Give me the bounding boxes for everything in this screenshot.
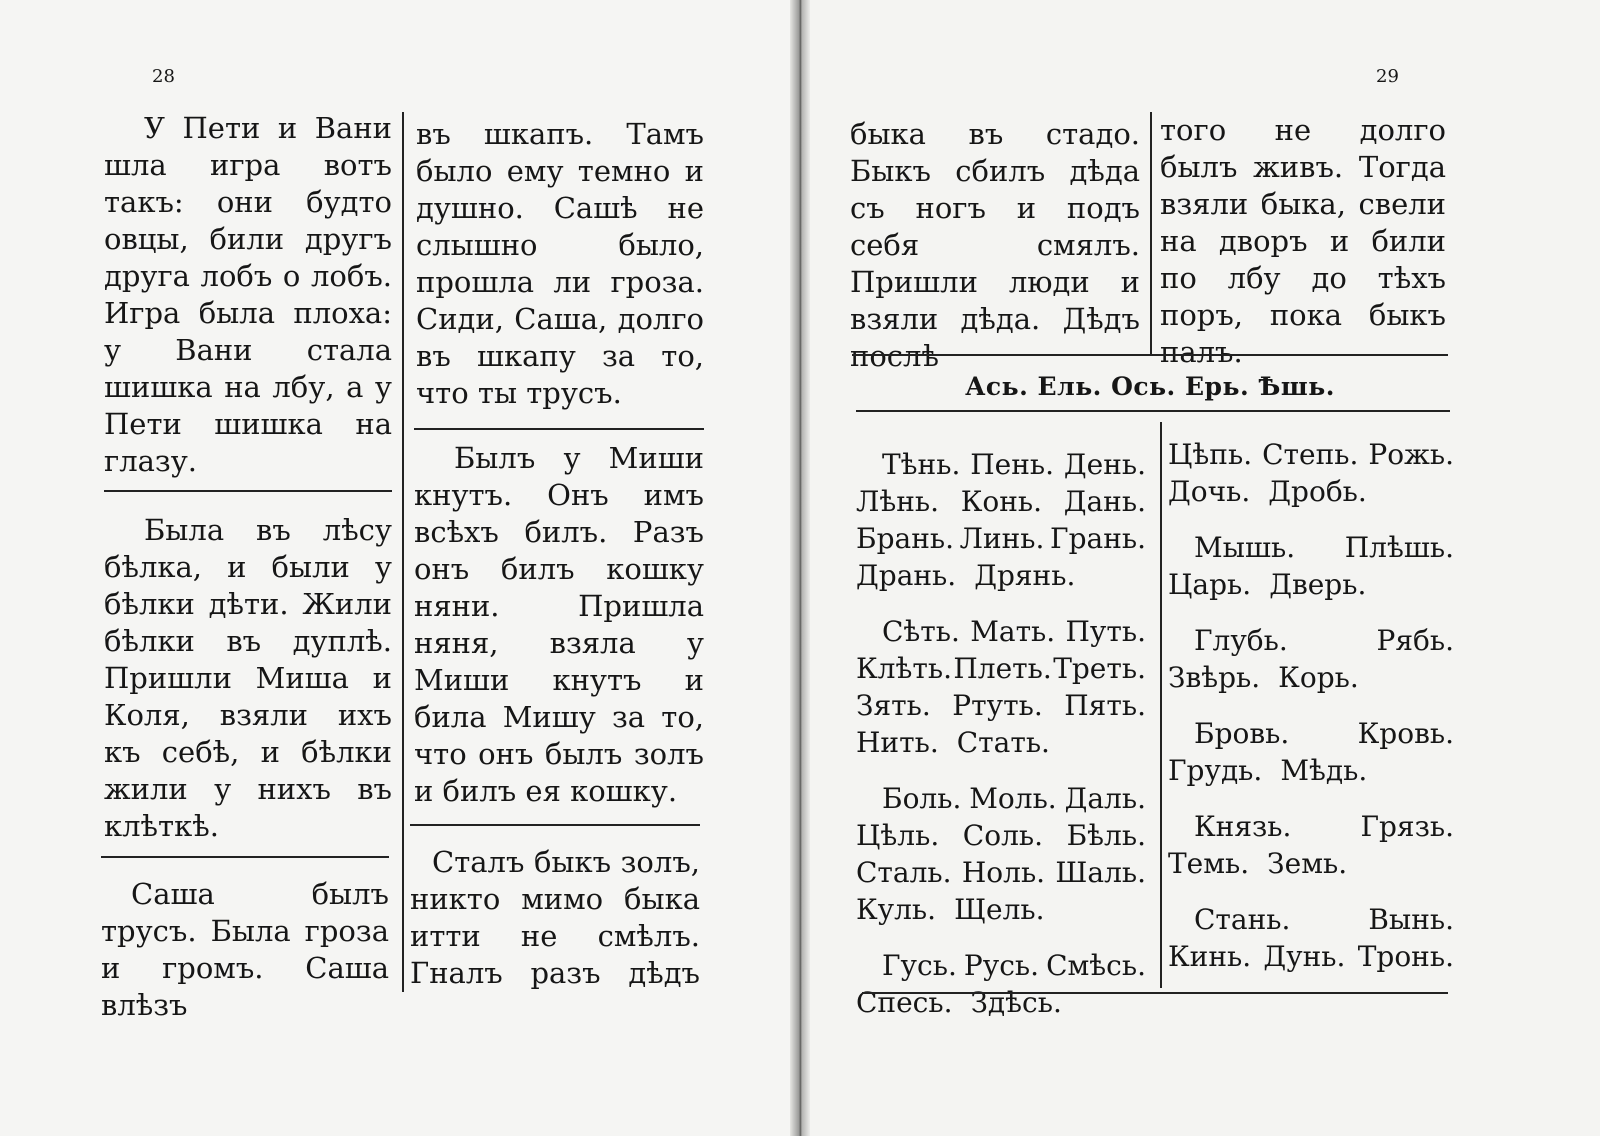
word-line — [856, 520, 1146, 557]
word: Брань. — [856, 522, 954, 555]
word-line — [856, 984, 1146, 1021]
word-group — [856, 613, 1146, 761]
paragraph-angry-bull: Сталъ быкъ золъ, никто мимо быка итти не смѣлъ. Гналъ разъ дѣдъ — [410, 845, 700, 990]
divider — [104, 490, 392, 492]
word: Дань. — [1063, 485, 1146, 518]
word: Кинь. — [1168, 940, 1252, 973]
word-line — [1168, 436, 1454, 473]
word-line — [856, 557, 1146, 594]
word: Пень. — [970, 448, 1055, 481]
left-page-column-1-block-3 — [101, 876, 389, 1024]
word: Смѣсь. — [1046, 949, 1146, 982]
word-line — [856, 780, 1146, 817]
word-line — [1168, 938, 1454, 975]
word: Корь. — [1278, 661, 1359, 694]
column-separator — [1150, 112, 1152, 356]
word: Соль. — [962, 819, 1044, 852]
divider — [101, 856, 389, 858]
word-line — [856, 854, 1146, 891]
divider — [862, 992, 1448, 994]
word: Дрянь. — [974, 559, 1076, 592]
word: Вынь. — [1368, 903, 1454, 936]
word-group — [1168, 715, 1454, 789]
word: Тѣнь. — [882, 448, 961, 481]
word: Щель. — [954, 893, 1045, 926]
word: Ноль. — [961, 856, 1046, 889]
word-line — [856, 891, 1146, 928]
word-line — [856, 724, 1146, 761]
word-line — [1168, 473, 1454, 510]
divider — [414, 428, 704, 430]
word: Даль. — [1064, 782, 1146, 815]
word: Грань. — [1050, 522, 1146, 555]
word-line — [856, 483, 1146, 520]
word-group — [856, 947, 1146, 1021]
word: Зять. — [856, 689, 931, 722]
word: Гусь. — [882, 949, 957, 982]
word-group — [1168, 622, 1454, 696]
word-line — [1168, 808, 1454, 845]
word: Сѣть. — [882, 615, 960, 648]
word: Бѣль. — [1066, 819, 1146, 852]
word-group — [1168, 901, 1454, 975]
word-line — [856, 947, 1146, 984]
paragraph-bull-end: того не долго былъ живъ. Тогда взяли быка, свели на дворъ и били по лбу до тѣхъ поръ, пока быкъ палъ. — [1160, 113, 1446, 369]
word: Рожь. — [1368, 438, 1454, 471]
word: Клѣть. — [856, 652, 952, 685]
word-group — [1168, 436, 1454, 510]
word: Цѣпь. — [1168, 438, 1253, 471]
word-line — [856, 650, 1146, 687]
left-page-column-2-block-2 — [414, 440, 704, 810]
left-page-column-2 — [416, 116, 704, 412]
left-page-column-1 — [104, 110, 392, 480]
paragraph-squirrel: Была въ лѣсу бѣлка, и были у бѣлки дѣти. Жили бѣлки въ дуплѣ. Пришли Миша и Коля, взяли ихъ къ себѣ, и бѣлки жили у нихъ въ клѣткѣ. — [104, 513, 392, 843]
divider — [410, 824, 700, 826]
column-separator — [402, 112, 404, 992]
left-page-column-2-block-3 — [410, 844, 700, 992]
word: Царь. — [1168, 568, 1252, 601]
word: Звѣрь. — [1168, 661, 1261, 694]
paragraph-whip: Былъ у Миши кнутъ. Онъ имъ всѣхъ билъ. Разъ онъ билъ кошку няни. Пришла няня, взяла у Миши кнутъ и била Мишу за то, что онъ былъ золъ и билъ ея кошку. — [414, 441, 704, 808]
word: Здѣсь. — [970, 986, 1062, 1019]
word-list-left — [856, 446, 1146, 1040]
word-line — [1168, 659, 1454, 696]
word-line — [856, 817, 1146, 854]
word: Ртуть. — [952, 689, 1043, 722]
word: Земь. — [1267, 847, 1348, 880]
word: Плѣшь. — [1344, 531, 1454, 564]
word: Пять. — [1064, 689, 1146, 722]
word-list-right — [1168, 436, 1454, 994]
word-line — [1168, 566, 1454, 603]
word-line — [856, 446, 1146, 483]
paragraph-bull-continued: быка въ стадо. Быкъ сбилъ дѣда съ ногъ и подъ себя смялъ. Пришли люди и взяли дѣда. Дѣдъ послѣ — [850, 117, 1140, 373]
column-separator — [1160, 422, 1162, 988]
word: Грязь. — [1360, 810, 1454, 843]
word-line — [1168, 752, 1454, 789]
word: Русь. — [963, 949, 1040, 982]
word-group — [856, 446, 1146, 594]
paragraph-sasha-coward: Саша былъ трусъ. Была гроза и громъ. Саша влѣзъ — [101, 877, 389, 1022]
word: Стать. — [956, 726, 1050, 759]
word-line — [856, 687, 1146, 724]
word: Конь. — [960, 485, 1043, 518]
page-number-right: 29 — [1376, 66, 1399, 87]
word-group — [856, 780, 1146, 928]
word: Моль. — [969, 782, 1057, 815]
word: День. — [1063, 448, 1146, 481]
left-page-column-1-block-2 — [104, 512, 392, 845]
word: Шаль. — [1055, 856, 1146, 889]
word-group — [1168, 808, 1454, 882]
book-gutter — [790, 0, 810, 1136]
word: Дунь. — [1263, 940, 1346, 973]
divider — [852, 354, 1448, 356]
paragraph-wardrobe: въ шкапъ. Тамъ было ему темно и душно. Сашѣ не слышно было, прошла ли гроза. Сиди, Саша, долго въ шкапу за то, что ты трусъ. — [416, 117, 704, 410]
word: Нить. — [856, 726, 939, 759]
word: Линь. — [959, 522, 1045, 555]
word: Дочь. — [1168, 475, 1251, 508]
divider — [856, 410, 1450, 412]
word: Боль. — [882, 782, 962, 815]
word: Кровь. — [1357, 717, 1454, 750]
page-number-left: 28 — [152, 66, 175, 87]
word: Путь. — [1065, 615, 1146, 648]
paragraph-children-game: У Пети и Вани шла игра вотъ такъ: они будто овцы, били другъ друга лобъ о лобъ. Игра была плоха: у Вани стала шишка на лбу, а у Пети шишка на глазу. — [104, 111, 392, 478]
word-line — [1168, 529, 1454, 566]
word-line — [1168, 622, 1454, 659]
word-group — [1168, 529, 1454, 603]
word: Спесь. — [856, 986, 953, 1019]
word: Бровь. — [1194, 717, 1290, 750]
word: Дверь. — [1269, 568, 1367, 601]
word: Куль. — [856, 893, 937, 926]
word: Дрань. — [856, 559, 957, 592]
word: Лѣнь. — [856, 485, 940, 518]
word-line — [1168, 715, 1454, 752]
word-line — [1168, 845, 1454, 882]
word: Рябь. — [1376, 624, 1454, 657]
word: Степь. — [1262, 438, 1359, 471]
word: Сталь. — [856, 856, 952, 889]
word: Глубь. — [1194, 624, 1288, 657]
word: Стань. — [1194, 903, 1291, 936]
word: Цѣль. — [856, 819, 940, 852]
word: Мать. — [970, 615, 1056, 648]
word: Треть. — [1053, 652, 1146, 685]
word-line — [1168, 901, 1454, 938]
word: Мѣдь. — [1280, 754, 1368, 787]
word: Князь. — [1194, 810, 1292, 843]
word: Дробь. — [1268, 475, 1367, 508]
word: Грудь. — [1168, 754, 1263, 787]
word: Темь. — [1168, 847, 1250, 880]
word-line — [856, 613, 1146, 650]
word: Тронь. — [1357, 940, 1454, 973]
right-page-column-2 — [1160, 112, 1446, 371]
right-page-column-1 — [850, 116, 1140, 375]
section-heading: Ась. Ель. Ось. Ерь. Ѣшь. — [965, 372, 1335, 401]
word: Мышь. — [1194, 531, 1296, 564]
word: Плеть. — [953, 652, 1052, 685]
